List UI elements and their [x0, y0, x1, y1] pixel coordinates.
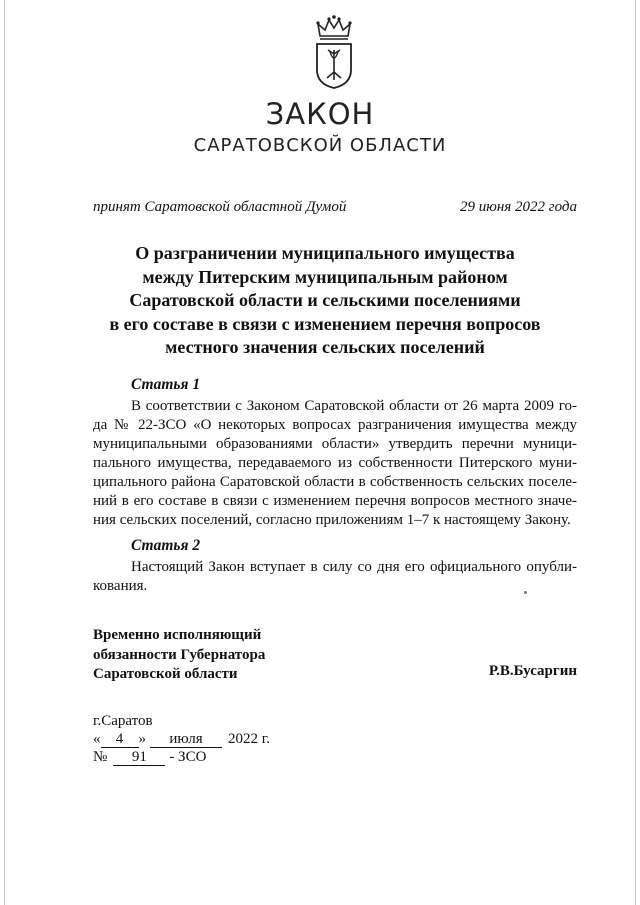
- law-heading-line: в его составе в связи с изменением перечня вопросов: [109, 313, 541, 334]
- article-2-title: Статья 2: [131, 537, 201, 554]
- law-heading-line: Саратовской области и сельскими поселениями: [129, 290, 521, 310]
- article-1-title: Статья 1: [131, 376, 201, 393]
- date-year: 2022 г.: [228, 731, 270, 747]
- article-1-line: да № 22-ЗСО «О некоторых вопросах разграничения имущества между: [93, 417, 577, 433]
- article-1-line: ния сельских поселений, согласно приложениям 1–7 к настоящему Закону.: [93, 512, 571, 528]
- law-number-label: №: [93, 749, 108, 765]
- law-number-value: 91: [113, 750, 165, 766]
- article-1-line: ний в его составе в связи с изменением перечня вопросов местного значе-: [93, 493, 577, 509]
- adoption-date: 29 июня 2022 года: [460, 199, 577, 215]
- law-heading-line: О разграничении муниципального имущества: [135, 243, 515, 263]
- article-2-line: Настоящий Закон вступает в силу со дня его официального опубли-: [131, 559, 577, 575]
- article-2-line: кования.: [93, 578, 148, 594]
- signatory-position-line: Саратовской области: [93, 666, 238, 682]
- article-1-line: пального имущества, передаваемого из собственности Питерского муни-: [93, 455, 577, 471]
- article-1-line: муниципальными образованиями области» утвердить перечни муници-: [93, 436, 577, 452]
- law-heading-line: местного значения сельских поселений: [165, 337, 485, 357]
- signatory-position-line: Временно исполняющий: [93, 627, 262, 643]
- date-month: июля: [150, 732, 222, 748]
- saratov-coat-of-arms-icon: [312, 14, 356, 90]
- date-day: 4: [101, 732, 139, 748]
- law-heading-line: между Питерским муниципальным районом: [142, 266, 508, 287]
- law-number-suffix: - ЗСО: [169, 749, 207, 765]
- signatory-name: Р.В.Бусаргин: [488, 663, 577, 679]
- signatory-position-line: обязанности Губернатора: [93, 646, 266, 663]
- place-of-signing: г.Саратов: [93, 713, 153, 729]
- scan-speck: [524, 591, 527, 594]
- law-heading: [80, 242, 570, 360]
- adopted-by: принят Саратовской областной Думой: [93, 199, 347, 215]
- article-1-line: В соответствии с Законом Саратовской области от 26 марта 2009 го-: [131, 398, 577, 414]
- document-title: ЗАКОН: [265, 97, 375, 131]
- signatory-position: [93, 626, 265, 685]
- date-quote-open: «: [93, 731, 101, 747]
- date-quote-close: »: [138, 731, 146, 747]
- law-number: [93, 749, 206, 766]
- signing-date: [93, 731, 270, 748]
- document-subtitle: САРАТОВСКОЙ ОБЛАСТИ: [193, 135, 447, 156]
- article-1-line: ципального района Саратовской области в собственность сельских поселе-: [93, 474, 577, 490]
